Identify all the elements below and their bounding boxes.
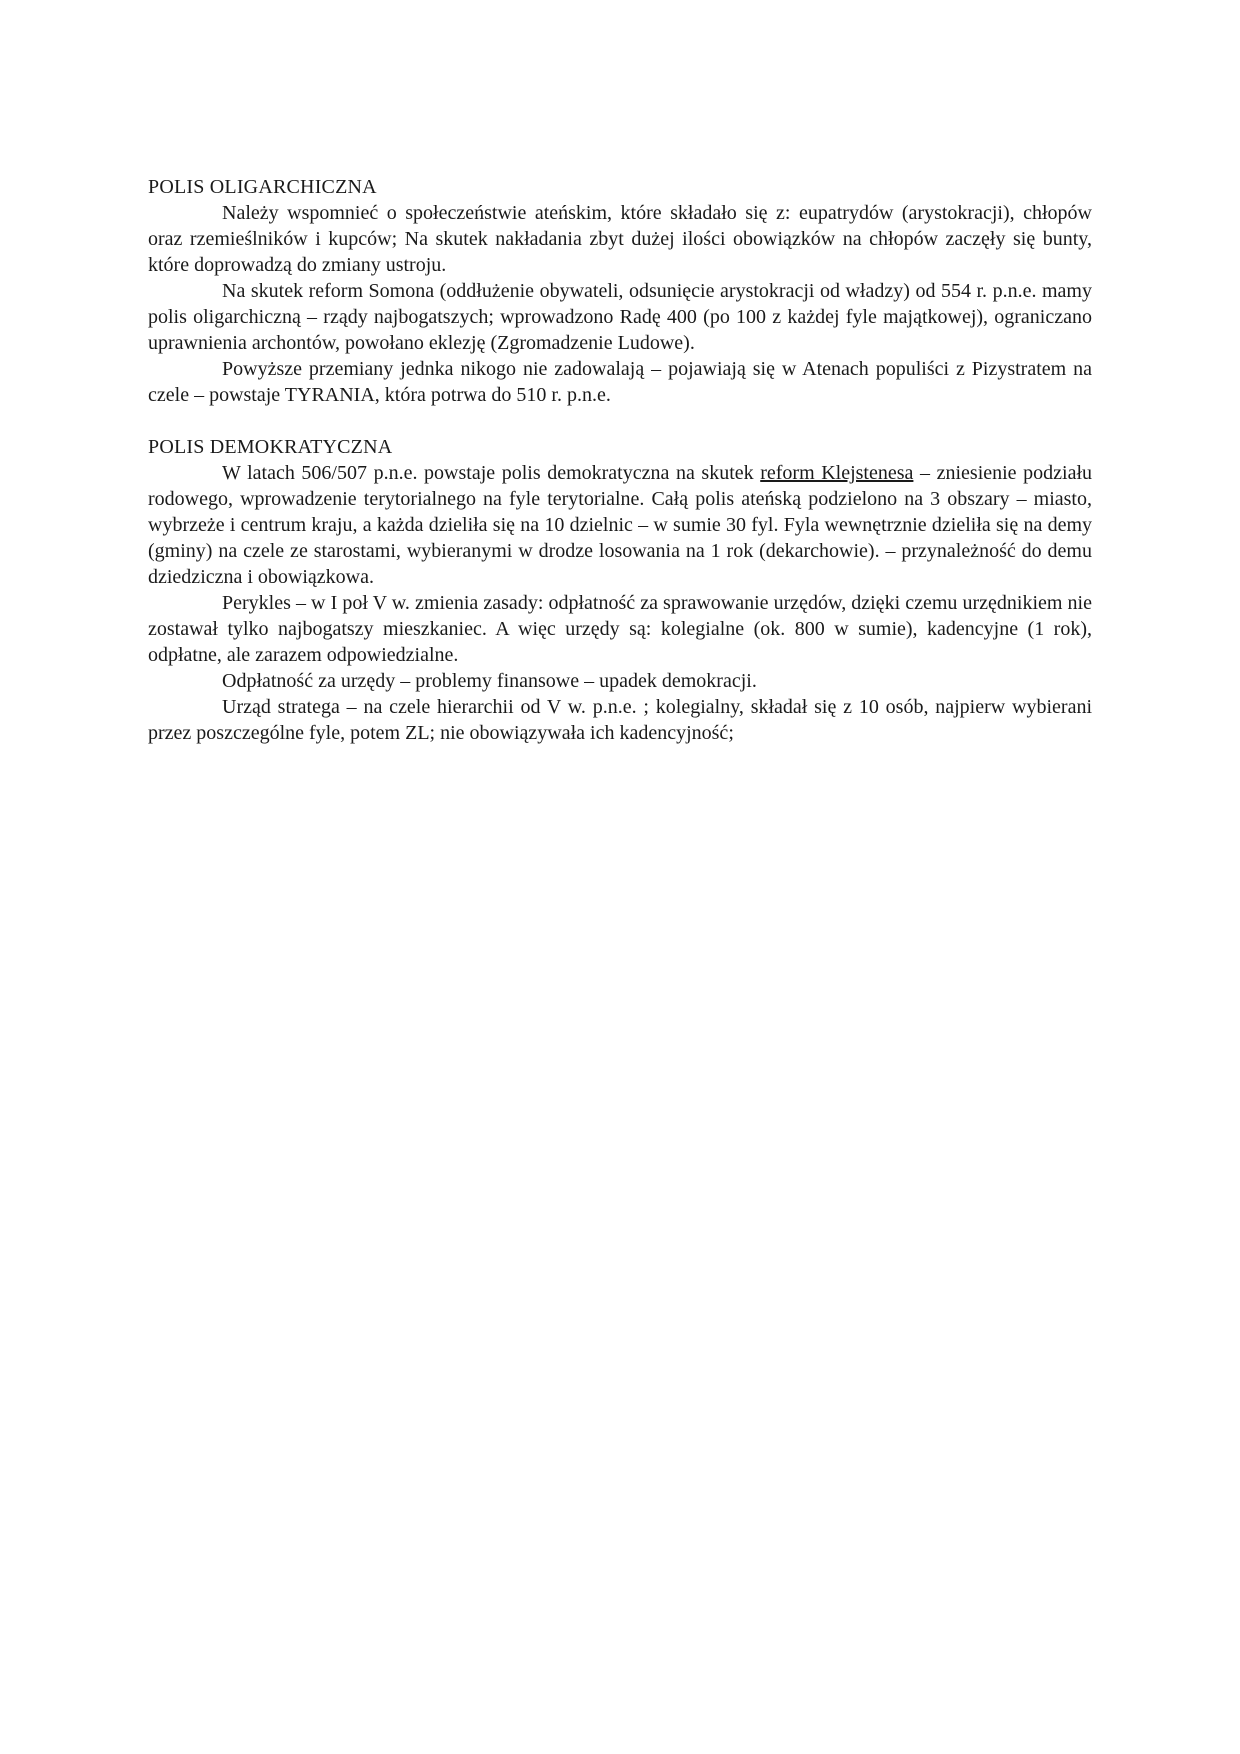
section-title-oligarchic: POLIS OLIGARCHICZNA: [148, 176, 377, 198]
paragraph-reforms: Na skutek reform Somona (oddłużenie obywateli, odsunięcie arystokracji od władzy) od 554 r. p.n.e. mamy polis oligarchiczną – rządy najbogatszych; wprowadzono Radę 400 (po 100 z każdej fyle majątkowej), ograniczano uprawnienia archontów, powołano eklezję (Zgromadzenie Ludowe).: [148, 280, 1092, 354]
cleisthenes-reform-link[interactable]: reform Klejstenesa: [760, 462, 914, 484]
section-gap: [148, 408, 1092, 434]
paragraph-society: Należy wspomnieć o społeczeństwie ateńskim, które składało się z: eupatrydów (arystokracji), chłopów oraz rzemieślników i kupców; Na skutek nakładania zbyt dużej ilości obowiązków na chłopów zaczęły się bunty, które doprowadzą do zmiany ustroju.: [148, 202, 1092, 276]
paragraph-cleisthenes: [148, 460, 1092, 590]
cleisthenes-text-before: W latach 506/507 p.n.e. powstaje polis demokratyczna na skutek: [222, 462, 761, 484]
paragraph-tyranny: Powyższe przemiany jednka nikogo nie zadowalają – pojawiają się w Atenach populiści z Pizystratem na czele – powstaje TYRANIA, która potrwa do 510 r. p.n.e.: [148, 358, 1092, 406]
cleisthenes-text-after: – zniesienie podziału rodowego, wprowadzenie terytorialnego na fyle terytorialne. Całą polis ateńską podzielono na 3 obszary – miasto, wybrzeże i centrum kraju, a każda dzieliła się na 10 dzielnic – w sumie 30 fyl. Fyla wewnętrznie dzieliła się na demy (gminy) na czele ze starostami, wybieranymi w drodze losowania na 1 rok (dekarchowie). – przynależność do demu dziedziczna i obowiązkowa.: [148, 462, 1093, 588]
paragraph-strategos: Urząd stratega – na czele hierarchii od V w. p.n.e. ; kolegialny, składał się z 10 osób, najpierw wybierani przez poszczególne fyle, potem ZL; nie obowiązywała ich kadencyjność;: [148, 696, 1092, 744]
paragraph-pericles: Perykles – w I poł V w. zmienia zasady: odpłatność za sprawowanie urzędów, dzięki czemu urzędnikiem nie zostawał tylko najbogatszy mieszkaniec. A więc urzędy są: kolegialne (ok. 800 w sumie), kadencyjne (1 rok), odpłatne, ale zarazem odpowiedzialne.: [148, 592, 1092, 666]
paragraph-payment: Odpłatność za urzędy – problemy finansowe – upadek demokracji.: [222, 670, 757, 692]
document-page: [148, 174, 1092, 746]
section-title-democratic: POLIS DEMOKRATYCZNA: [148, 436, 393, 458]
